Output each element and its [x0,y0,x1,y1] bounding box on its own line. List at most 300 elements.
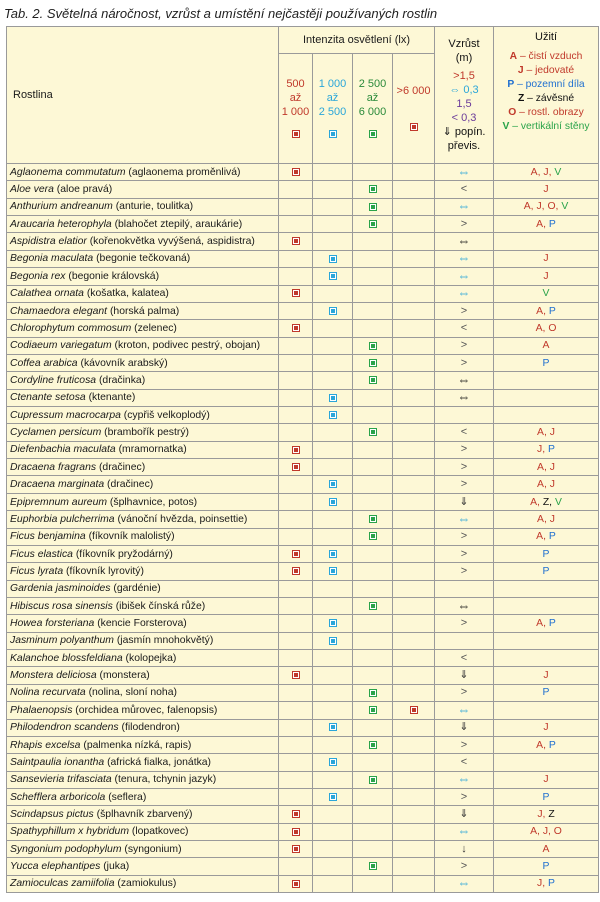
table-row [7,441,599,458]
light-cell [313,181,353,198]
growth-hollow-arrow-icon: ⇔ [457,771,471,787]
use-code: J [536,201,542,213]
plant-name [7,615,279,632]
growth-cell [435,407,494,424]
light-cell [279,841,313,858]
header-growth [435,27,494,164]
plant-latin-name: Spathyphillum x hybridum [10,826,129,838]
table-title: Tab. 2. Světelná náročnost, vzrůst a umístění nejčastěji používaných rostlin [4,6,438,21]
plant-name [7,858,279,875]
light-green-icon [369,220,377,228]
use-cell [494,667,599,684]
plant-latin-name: Hibiscus rosa sinensis [10,600,113,612]
light-cell [279,511,313,528]
plant-name [7,511,279,528]
use-cell [494,389,599,406]
light-cell [353,667,393,684]
light-cell [279,250,313,267]
growth-cell [435,545,494,562]
use-cell: A, J [494,511,599,528]
light-red-icon [292,671,300,679]
light-cell [353,528,393,545]
growth-cell [435,389,494,406]
light-cell [279,233,313,250]
use-code: A [530,166,538,178]
use-code: J [543,253,549,265]
light-cell [279,736,313,753]
use-code: A [530,826,538,838]
plant-czech-name: (aloe pravá) [56,184,113,196]
table-row [7,580,599,597]
plant-czech-name: (brambořík pestrý) [104,427,190,439]
table-row [7,823,599,840]
growth-cell [435,164,494,181]
use-title: Užití [535,31,557,43]
use-code: J [543,670,549,682]
growth-greater-icon: > [460,738,468,751]
table-row [7,302,599,319]
use-code: J [537,878,543,890]
use-cell [494,597,599,614]
light-cell [313,302,353,319]
light-cell [353,198,393,215]
growth-trailing-icon: ⇓ [459,721,469,734]
light-cell [279,424,313,441]
table-row [7,250,599,267]
light-cell [313,493,353,510]
growth-less-icon: < [460,426,468,439]
use-cell: J, P [494,441,599,458]
growth-less-icon: < [460,321,468,334]
light-cell [393,597,435,614]
plant-name [7,476,279,493]
light-cell [393,302,435,319]
light-blue-icon [329,758,337,766]
light-cell [313,858,353,875]
light-cell [353,563,393,580]
light-green-icon [369,342,377,350]
growth-cell [435,198,494,215]
plant-czech-name: (zelenec) [134,322,177,334]
light-cell [353,302,393,319]
light-icon-red [410,123,418,131]
plant-name [7,493,279,510]
use-cell [494,545,599,562]
growth-legend-1: >1,5 [453,70,475,82]
use-code: A [537,479,544,491]
growth-cell [435,667,494,684]
table-row [7,354,599,371]
use-cell [494,181,599,198]
light-cell [393,250,435,267]
light-blue-icon [329,723,337,731]
growth-hollow-arrow-icon: ⇔ [457,163,471,179]
light-cell [313,528,353,545]
table-row [7,736,599,753]
growth-greater-icon: > [460,617,468,630]
use-code: A [536,218,544,230]
use-cell [494,858,599,875]
light-cell [393,407,435,424]
use-code: P [548,739,556,751]
light-cell [393,493,435,510]
plant-czech-name: (kořenokvětka vyvýšená, aspidistra) [89,236,255,248]
growth-cell [435,511,494,528]
growth-hollow-arrow-icon: ⇔ [457,233,471,249]
light-cell [313,650,353,667]
light-green-icon [369,706,377,714]
use-code: P [542,861,550,873]
light-cell [279,667,313,684]
growth-less-icon: < [460,755,468,768]
light-cell [353,372,393,389]
use-cell: A, P [494,216,599,233]
table-row [7,719,599,736]
use-cell [494,337,599,354]
table-row [7,563,599,580]
light-cell [393,788,435,805]
light-cell [313,545,353,562]
light-cell [353,823,393,840]
plant-latin-name: Philodendron scandens [10,722,119,734]
plant-latin-name: Dracaena fragrans [10,461,97,473]
plant-czech-name: (dračinka) [98,374,146,386]
light-cell [279,354,313,371]
light-cell [279,493,313,510]
header-light-2500-6000: 2 500 až 6 000 [353,54,393,164]
use-code: J [537,444,543,456]
light-blue-icon [329,567,337,575]
growth-cell [435,806,494,823]
light-cell [279,389,313,406]
plant-czech-name: (dračinec) [98,461,146,473]
light-cell [313,736,353,753]
plant-name [7,719,279,736]
use-code: O [547,201,556,213]
growth-cell [435,858,494,875]
plant-latin-name: Howea forsteriana [10,618,95,630]
table-row [7,198,599,215]
growth-cell [435,615,494,632]
use-code: V [554,166,562,178]
use-cell [494,754,599,771]
growth-hollow-arrow-icon: ⇔ [457,250,471,266]
light-green-icon [369,185,377,193]
growth-cell [435,216,494,233]
light-cell [313,771,353,788]
plant-czech-name: (ktenante) [88,392,136,404]
use-code: A [536,305,544,317]
table-row [7,545,599,562]
growth-greater-icon: > [460,460,468,473]
light-cell [279,545,313,562]
light-blue-icon [329,307,337,315]
plant-czech-name: (kávovník arabský) [80,357,168,369]
use-cell [494,702,599,719]
light-cell [279,771,313,788]
light-cell [393,476,435,493]
light-cell [393,580,435,597]
plant-latin-name: Zamioculcas zamiifolia [10,878,115,890]
light-cell [353,736,393,753]
use-code: J [543,774,549,786]
use-code: O [553,826,562,838]
growth-cell [435,250,494,267]
light-cell [353,407,393,424]
light-cell [393,563,435,580]
plant-czech-name: (tenura, tchynin jazyk) [114,774,217,786]
light-cell [393,667,435,684]
light-red-icon [292,567,300,575]
use-legend-text: – čistí vzduch [519,51,583,62]
light-cell [313,563,353,580]
light-cell [279,268,313,285]
light-cell [313,233,353,250]
light-cell [313,389,353,406]
use-code: V [554,496,562,508]
use-code: J [537,808,543,820]
light-cell [313,788,353,805]
plant-name [7,736,279,753]
use-cell: A, Z, V [494,493,599,510]
light-cell [279,858,313,875]
table-row [7,476,599,493]
light-cell [393,268,435,285]
growth-hollow-arrow-icon: ⇔ [457,198,471,214]
use-code: P [548,218,556,230]
light-cell [353,650,393,667]
light-cell [393,719,435,736]
plant-latin-name: Coffea arabica [10,357,78,369]
table-row [7,181,599,198]
light-cell [313,719,353,736]
plants-table [6,26,599,893]
light-cell [393,806,435,823]
table-row [7,754,599,771]
use-code: A [523,201,531,213]
growth-greater-icon: > [460,443,468,456]
growth-cell [435,580,494,597]
growth-greater-icon: > [460,547,468,560]
table-row [7,493,599,510]
plant-name [7,198,279,215]
light-cell [393,528,435,545]
light-cell [393,320,435,337]
table-row [7,858,599,875]
use-code: A [530,496,538,508]
plant-czech-name: (nolina, sloní noha) [88,687,177,699]
growth-hollow-arrow-icon: ⇔ [457,371,471,387]
light-cell [313,684,353,701]
growth-greater-icon: > [460,790,468,803]
use-code: P [542,565,550,577]
light-cell [279,684,313,701]
light-cell [313,823,353,840]
plant-czech-name: (fíkovník lyrovitý) [66,565,144,577]
use-legend-code: Z [517,93,525,104]
use-code: P [548,878,555,890]
light-cell [393,684,435,701]
table-row [7,164,599,181]
light-green-icon [369,776,377,784]
plant-latin-name: Rhapis excelsa [10,739,81,751]
use-cell [494,788,599,805]
light-cell [279,632,313,649]
light-cell [313,407,353,424]
light-cell [353,545,393,562]
plant-czech-name: (begonie tečkovaná) [96,253,191,265]
light-blue-icon [329,637,337,645]
growth-cell [435,320,494,337]
growth-cell [435,702,494,719]
use-code: J [549,479,555,491]
light-cell [279,372,313,389]
plant-czech-name: (gardénie) [113,583,161,595]
plant-latin-name: Epipremnum aureum [10,496,108,508]
light-cell [393,632,435,649]
plant-name [7,650,279,667]
light-cell [279,302,313,319]
use-cell [494,684,599,701]
use-cell: A, J, V [494,164,599,181]
growth-greater-icon: > [460,356,468,369]
growth-greater-icon: > [460,217,468,230]
light-cell [393,823,435,840]
light-cell [353,615,393,632]
light-cell [313,354,353,371]
light-red-icon [410,706,418,714]
plant-czech-name: (kolopejka) [125,652,177,664]
plant-latin-name: Begonia maculata [10,253,94,265]
light-cell [393,181,435,198]
table-row [7,389,599,406]
light-cell [313,424,353,441]
plant-name [7,302,279,319]
light-red-icon [292,828,300,836]
plant-name [7,441,279,458]
light-cell [393,545,435,562]
table-row [7,667,599,684]
growth-hollow-arrow-icon: ⇔ [457,510,471,526]
light-cell [393,354,435,371]
use-legend-code: V [502,121,510,132]
plant-czech-name: (anturie, toulitka) [115,201,194,213]
use-cell: J, Z [494,806,599,823]
light-cell [313,580,353,597]
use-cell: A, P [494,302,599,319]
plant-name [7,563,279,580]
light-cell [353,285,393,302]
table-row [7,372,599,389]
growth-hollow-arrow-icon: ⇔ [457,267,471,283]
table-row [7,597,599,614]
plant-latin-name: Dracaena marginata [10,479,105,491]
light-cell [353,806,393,823]
use-legend-text: – pozemní díla [517,79,585,90]
light-cell [279,441,313,458]
light-cell [393,216,435,233]
light-cell [313,198,353,215]
growth-cell [435,719,494,736]
use-code: Z [542,496,550,508]
light-cell [353,511,393,528]
table-row [7,459,599,476]
plant-latin-name: Monstera deliciosa [10,670,97,682]
plant-latin-name: Aspidistra elatior [10,236,87,248]
plant-czech-name: (begonie královská) [68,270,160,282]
plant-czech-name: (monstera) [99,670,150,682]
plant-czech-name: (lopatkovec) [131,826,189,838]
use-cell [494,563,599,580]
growth-cell [435,372,494,389]
use-legend-item [494,106,598,120]
light-cell [279,788,313,805]
plant-name [7,285,279,302]
use-cell [494,285,599,302]
light-cell [393,198,435,215]
use-code: P [548,618,556,630]
growth-cell [435,302,494,319]
growth-cell [435,354,494,371]
light-cell [353,875,393,892]
use-legend-code: O [508,107,517,118]
light-cell [279,875,313,892]
use-legend-item [494,120,598,134]
use-legend-item [494,64,598,78]
light-cell [393,372,435,389]
light-blue-icon [329,619,337,627]
use-cell: J, P [494,875,599,892]
light-red-icon [292,289,300,297]
table-row [7,528,599,545]
light-cell [313,164,353,181]
light-blue-icon [329,498,337,506]
use-legend [494,50,598,134]
light-cell [353,354,393,371]
light-icon-red [292,130,300,138]
light-cell [279,528,313,545]
light-cell [279,650,313,667]
use-code: P [542,357,550,369]
light-red-icon [292,324,300,332]
growth-less-icon: < [460,651,468,664]
light-cell [279,459,313,476]
plant-czech-name: (šplhavník zbarvený) [96,808,193,820]
plant-czech-name: (košatka, kalatea) [86,288,169,300]
light-cell [279,597,313,614]
use-code: J [549,427,555,439]
light-cell [393,233,435,250]
light-cell [279,563,313,580]
plant-latin-name: Schefflera arboricola [10,791,106,803]
growth-cell [435,233,494,250]
use-cell [494,771,599,788]
use-legend-text: – rostl. obrazy [519,107,584,118]
plant-czech-name: (fíkovník malolistý) [88,531,175,543]
light-blue-icon [329,550,337,558]
light-green-icon [369,741,377,749]
plant-czech-name: (dračinec) [107,479,154,491]
light-cell [313,268,353,285]
growth-cell [435,476,494,493]
light-cell [353,424,393,441]
light-green-icon [369,515,377,523]
light-red-icon [292,168,300,176]
light-cell [393,511,435,528]
use-code: Z [548,808,555,820]
light-cell [279,823,313,840]
table-row [7,771,599,788]
